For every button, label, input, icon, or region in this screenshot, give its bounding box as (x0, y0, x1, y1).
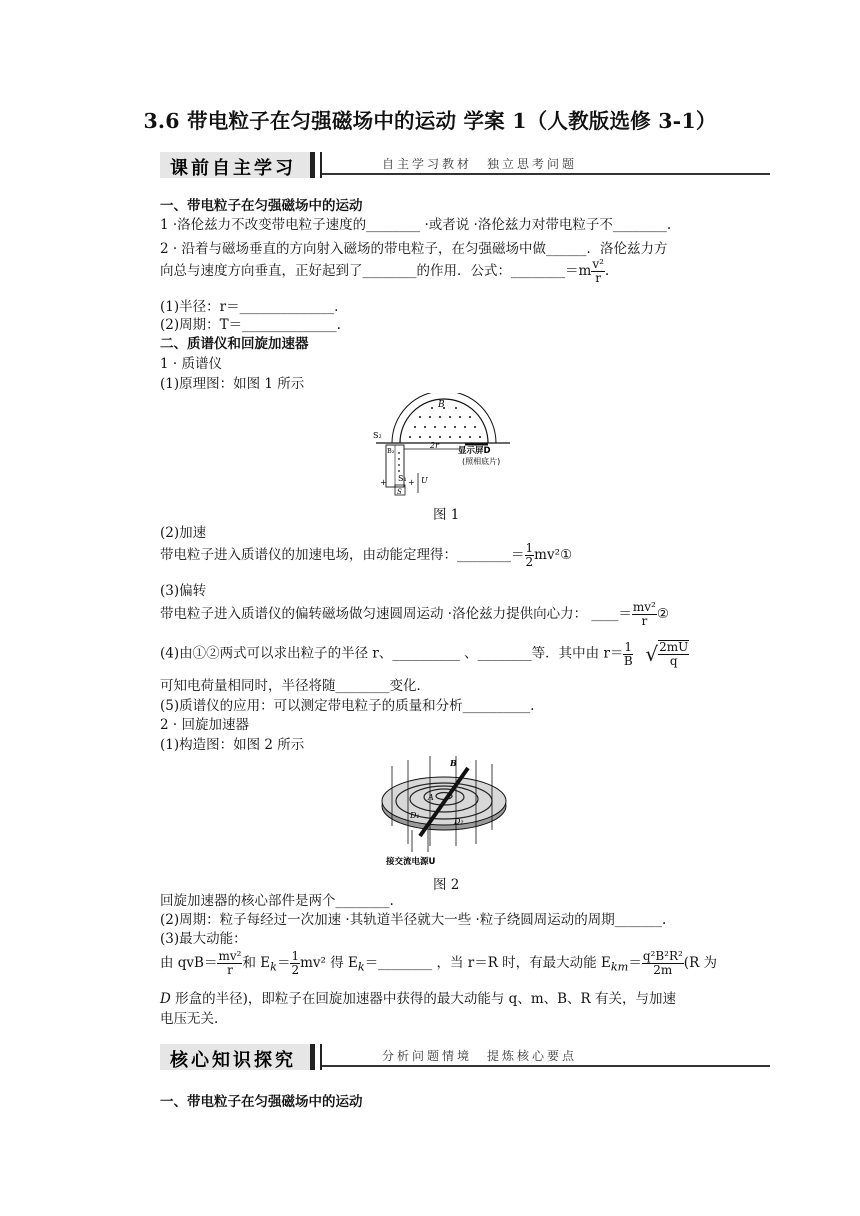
fraction: $\frac{\text{mv²}}{r}$ (632, 600, 656, 628)
text-line: 电压无关. (160, 1011, 219, 1027)
page-title: 3.6 带电粒子在匀强磁场中的运动 学案 1（人教版选修 3-1） (143, 109, 717, 133)
text-line: (3)偏转 (160, 583, 207, 599)
svg-text:+: + (408, 478, 415, 487)
text-line: 带电粒子进入质谱仪的加速电场，由动能定理得：________＝ $\frac{1}{2}$ mv²① (160, 541, 573, 569)
text-line: 可知电荷量相同时，半径将随________变化． (160, 678, 430, 694)
banner-subtitle: 自主学习教材 独立思考问题 (382, 157, 578, 171)
text-line: 回旋加速器的核心部件是两个________. (160, 893, 394, 909)
label-source: 接交流电源U (386, 857, 436, 867)
figure-caption: 图 1 (433, 507, 460, 523)
svg-text:B₂: B₂ (387, 447, 395, 455)
sqrt-fraction: $\frac{2mU}{q}$ (659, 640, 689, 668)
label-2r: 2r (430, 441, 439, 450)
text-line: (4)由①②两式可以求出粒子的半径 r、__________ 、________等．其中由 r＝ $\frac{1}{B}$ √ $\frac{2mU}{q}$ (160, 639, 689, 668)
label-film: (照相底片) (462, 457, 501, 466)
text-line: (1)构造图：如图 2 所示 (160, 737, 305, 753)
section-heading: 一、带电粒子在匀强磁场中的运动 (160, 198, 363, 214)
banner-heading: 核心知识探究 (170, 1050, 296, 1071)
label-d1: D₁ (410, 811, 420, 820)
label-s: S (397, 488, 402, 496)
text-line: (2)周期：T＝______________. (160, 317, 341, 333)
fraction: $\frac{1}{2}$ (525, 541, 534, 569)
label-b: B (450, 758, 457, 768)
section-heading: 二、质谱仪和回旋加速器 (160, 336, 309, 352)
section-banner-preview (160, 152, 770, 182)
label-d2: D₂ (454, 817, 464, 826)
text-line: (2)周期：粒子每经过一次加速 ·其轨道半径就大一些 ·粒子绕圆周运动的周期_______. (160, 912, 667, 928)
text-line: 带电粒子进入质谱仪的偏转磁场做匀速圆周运动 ·洛伦兹力提供向心力： ____＝ $\frac{\text{mv²}}{r}$ ② (160, 600, 669, 628)
label-screen: 显示屏D (458, 446, 491, 456)
section-banner-core (160, 1044, 770, 1074)
text-line: 2 · 回旋加速器 (160, 717, 249, 733)
text-line: 由 qvB＝ $\frac{\text{mv²}}{r}$ 和 $E_k=$ $\frac{1}{2}$ mv² 得 $E_k=\_\_\_\_\_\_\_\_$ ，当 r＝R 时，有最大动能 $E_{km}=$ $\frac{\text{q²B²R²}}{2m}$ (R 为 (160, 949, 718, 977)
text-line: D 形盒的半径)，即粒子在回旋加速器中获得的最大动能与 q、m、B、R 有关，与加速 (160, 991, 676, 1007)
label-u: U (421, 476, 428, 485)
text-line: (1)半径：r＝______________. (160, 299, 339, 315)
text-line: (3)最大动能： (160, 931, 247, 947)
text-line: 1 ·洛伦兹力不改变带电粒子速度的________ ·或者说 ·洛伦兹力对带电粒子不________. (160, 217, 672, 233)
section-heading: 一、带电粒子在匀强磁场中的运动 (160, 1094, 363, 1110)
label-s1: S₁ (398, 474, 407, 483)
text-span: 向总与速度方向垂直，正好起到了________的作用．公式：________＝m (160, 263, 592, 279)
cyclotron-diagram (372, 756, 512, 871)
svg-text:+: + (380, 478, 387, 487)
text-line: 2 · 沿着与磁场垂直的方向射入磁场的带电粒子，在匀强磁场中做______．洛伦兹力方 (160, 241, 668, 257)
fraction: $\frac{1}{B}$ (623, 639, 633, 668)
label-s2: S₂ (373, 431, 382, 440)
text-line: (5)质谱仪的应用：可以测定带电粒子的质量和分析__________. (160, 698, 535, 714)
mass-spectrometer-diagram (370, 393, 520, 505)
banner-subtitle: 分析问题情境 提炼核心要点 (382, 1049, 578, 1063)
figure-caption: 图 2 (433, 877, 460, 893)
banner-heading: 课前自主学习 (170, 158, 296, 179)
label-a: A (428, 793, 434, 802)
text-line: (1)原理图：如图 1 所示 (160, 376, 305, 392)
label-b: B (438, 400, 445, 410)
text-line: (2)加速 (160, 525, 207, 541)
fraction: $\frac{\text{v²}}{r}$ (592, 257, 604, 285)
text-line: 向总与速度方向垂直，正好起到了________的作用．公式：________＝m $\frac{\text{v²}}{r}$ . (160, 257, 610, 285)
text-line: 1 · 质谱仪 (160, 356, 222, 372)
